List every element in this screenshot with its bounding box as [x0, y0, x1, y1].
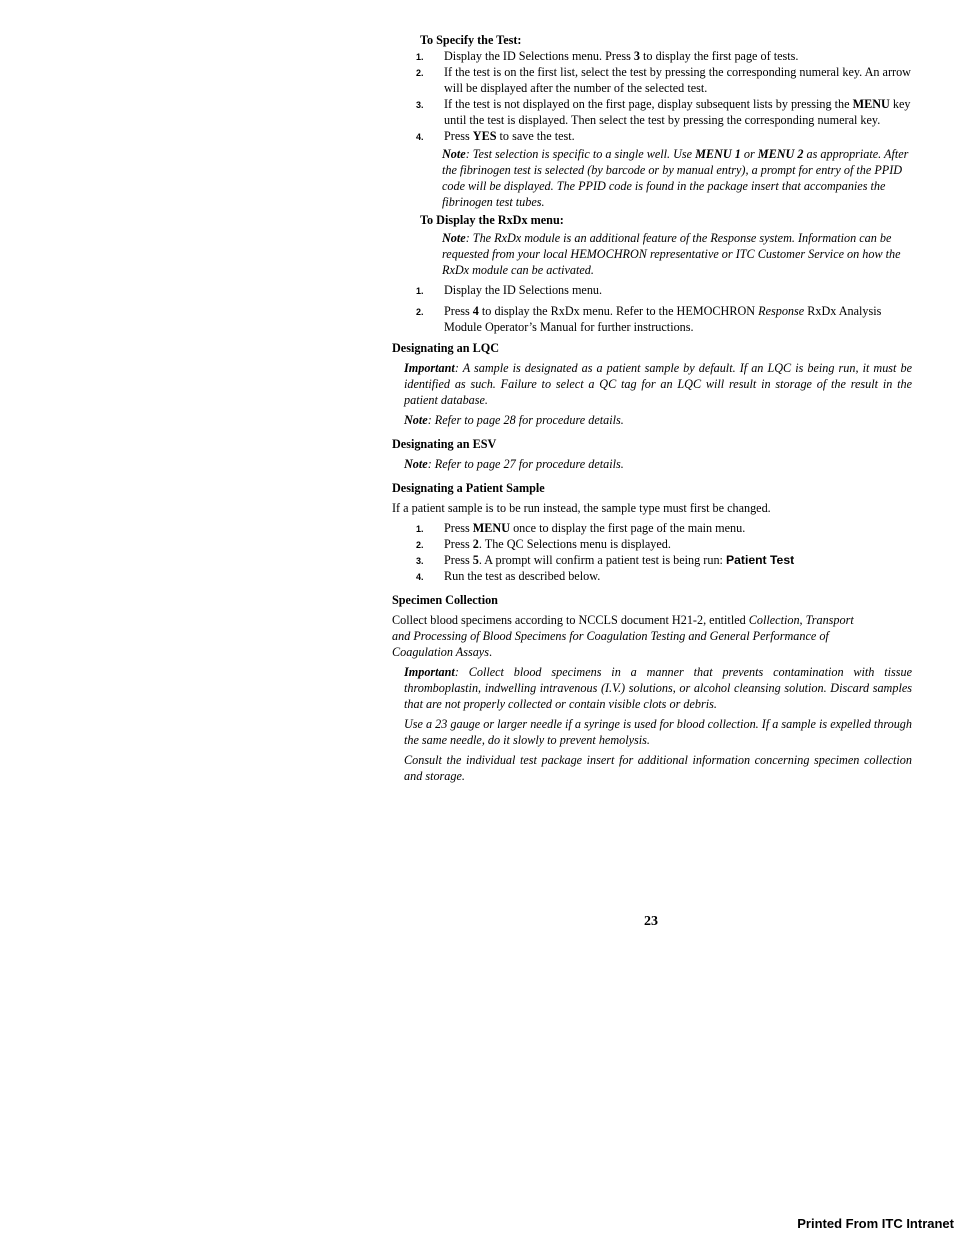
- rxdx-note: Note: The RxDx module is an additional feature of the Response system. Information can be requested from your local HEMOCHRON representative or ITC Customer Service on how the RxDx module can be activated.: [442, 231, 901, 277]
- list-item: 2. Press 4 to display the RxDx menu. Refer to the HEMOCHRON Response RxDx Analysis Module Operator’s Manual for further instructions.: [416, 304, 882, 334]
- list-item: 1. Display the ID Selections menu. Press 3 to display the first page of tests.: [416, 49, 799, 63]
- list-item: 3. Press 5. A prompt will confirm a patient test is being run: Patient Test: [416, 553, 795, 567]
- lqc-note: Note: Refer to page 28 for procedure details.: [404, 413, 624, 427]
- specify-test-heading: To Specify the Test:: [420, 33, 522, 47]
- rxdx-steps: [392, 282, 912, 335]
- patient-steps: [392, 520, 912, 584]
- specimen-intro: Collect blood specimens according to NCCLS document H21-2, entitled Collection, Transport and Processing of Blood Specimens for Coagulation Testing and General Performance of Coagulation Assays.: [392, 613, 854, 659]
- list-item: 3. If the test is not displayed on the first page, display subsequent lists by pressing the MENU key until the test is displayed. Then select the test by pressing the corresponding numeral key.: [416, 97, 911, 127]
- rxdx-heading: To Display the RxDx menu:: [420, 213, 564, 227]
- specimen-heading: Specimen Collection: [392, 593, 498, 607]
- specify-note: Note: Test selection is specific to a single well. Use MENU 1 or MENU 2 as appropriate. After the fibrinogen test is selected (by barcode or by manual entry), a prompt for entry of the PPID code will be displayed. The PPID code is found in the package insert that accompanies the fibrinogen test tubes.: [442, 147, 909, 209]
- esv-heading: Designating an ESV: [392, 437, 497, 451]
- patient-heading: Designating a Patient Sample: [392, 481, 545, 495]
- specimen-needle-paragraph: Use a 23 gauge or larger needle if a syringe is used for blood collection. If a sample is expelled through the same needle, do it slowly to prevent hemolysis.: [404, 717, 912, 747]
- esv-note: Note: Refer to page 27 for procedure details.: [404, 457, 624, 471]
- list-item: 1. Press MENU once to display the first page of the main menu.: [416, 521, 746, 535]
- patient-intro: If a patient sample is to be run instead, the sample type must first be changed.: [392, 501, 771, 515]
- list-item: 2. Press 2. The QC Selections menu is displayed.: [416, 537, 671, 551]
- lqc-important: Important: A sample is designated as a patient sample by default. If an LQC is being run, it must be identified as such. Failure to select a QC tag for an LQC will result in storage of the result in the patient database.: [404, 361, 912, 407]
- content-column: [392, 32, 912, 788]
- specimen-important: Important: Collect blood specimens in a manner that prevents contamination with tissue thromboplastin, indwelling intravenous (I.V.) solutions, or alcohol cleansing solution. Discard samples that are not properly collected or contain visible clots or debris.: [404, 665, 912, 711]
- specimen-consult-paragraph: Consult the individual test package insert for additional information concerning specimen collection and storage.: [404, 753, 912, 783]
- specify-test-steps: [392, 48, 912, 144]
- list-item: 2. If the test is on the first list, select the test by pressing the corresponding numeral key. An arrow will be displayed after the number of the selected test.: [416, 65, 911, 95]
- lqc-heading: Designating an LQC: [392, 341, 499, 355]
- list-item: 1. Display the ID Selections menu.: [416, 283, 603, 297]
- footer-printed-from: Printed From ITC Intranet: [797, 1216, 954, 1231]
- list-item: 4. Press YES to save the test.: [416, 129, 575, 143]
- page-number: 23: [644, 914, 658, 929]
- list-item: 4. Run the test as described below.: [416, 569, 601, 583]
